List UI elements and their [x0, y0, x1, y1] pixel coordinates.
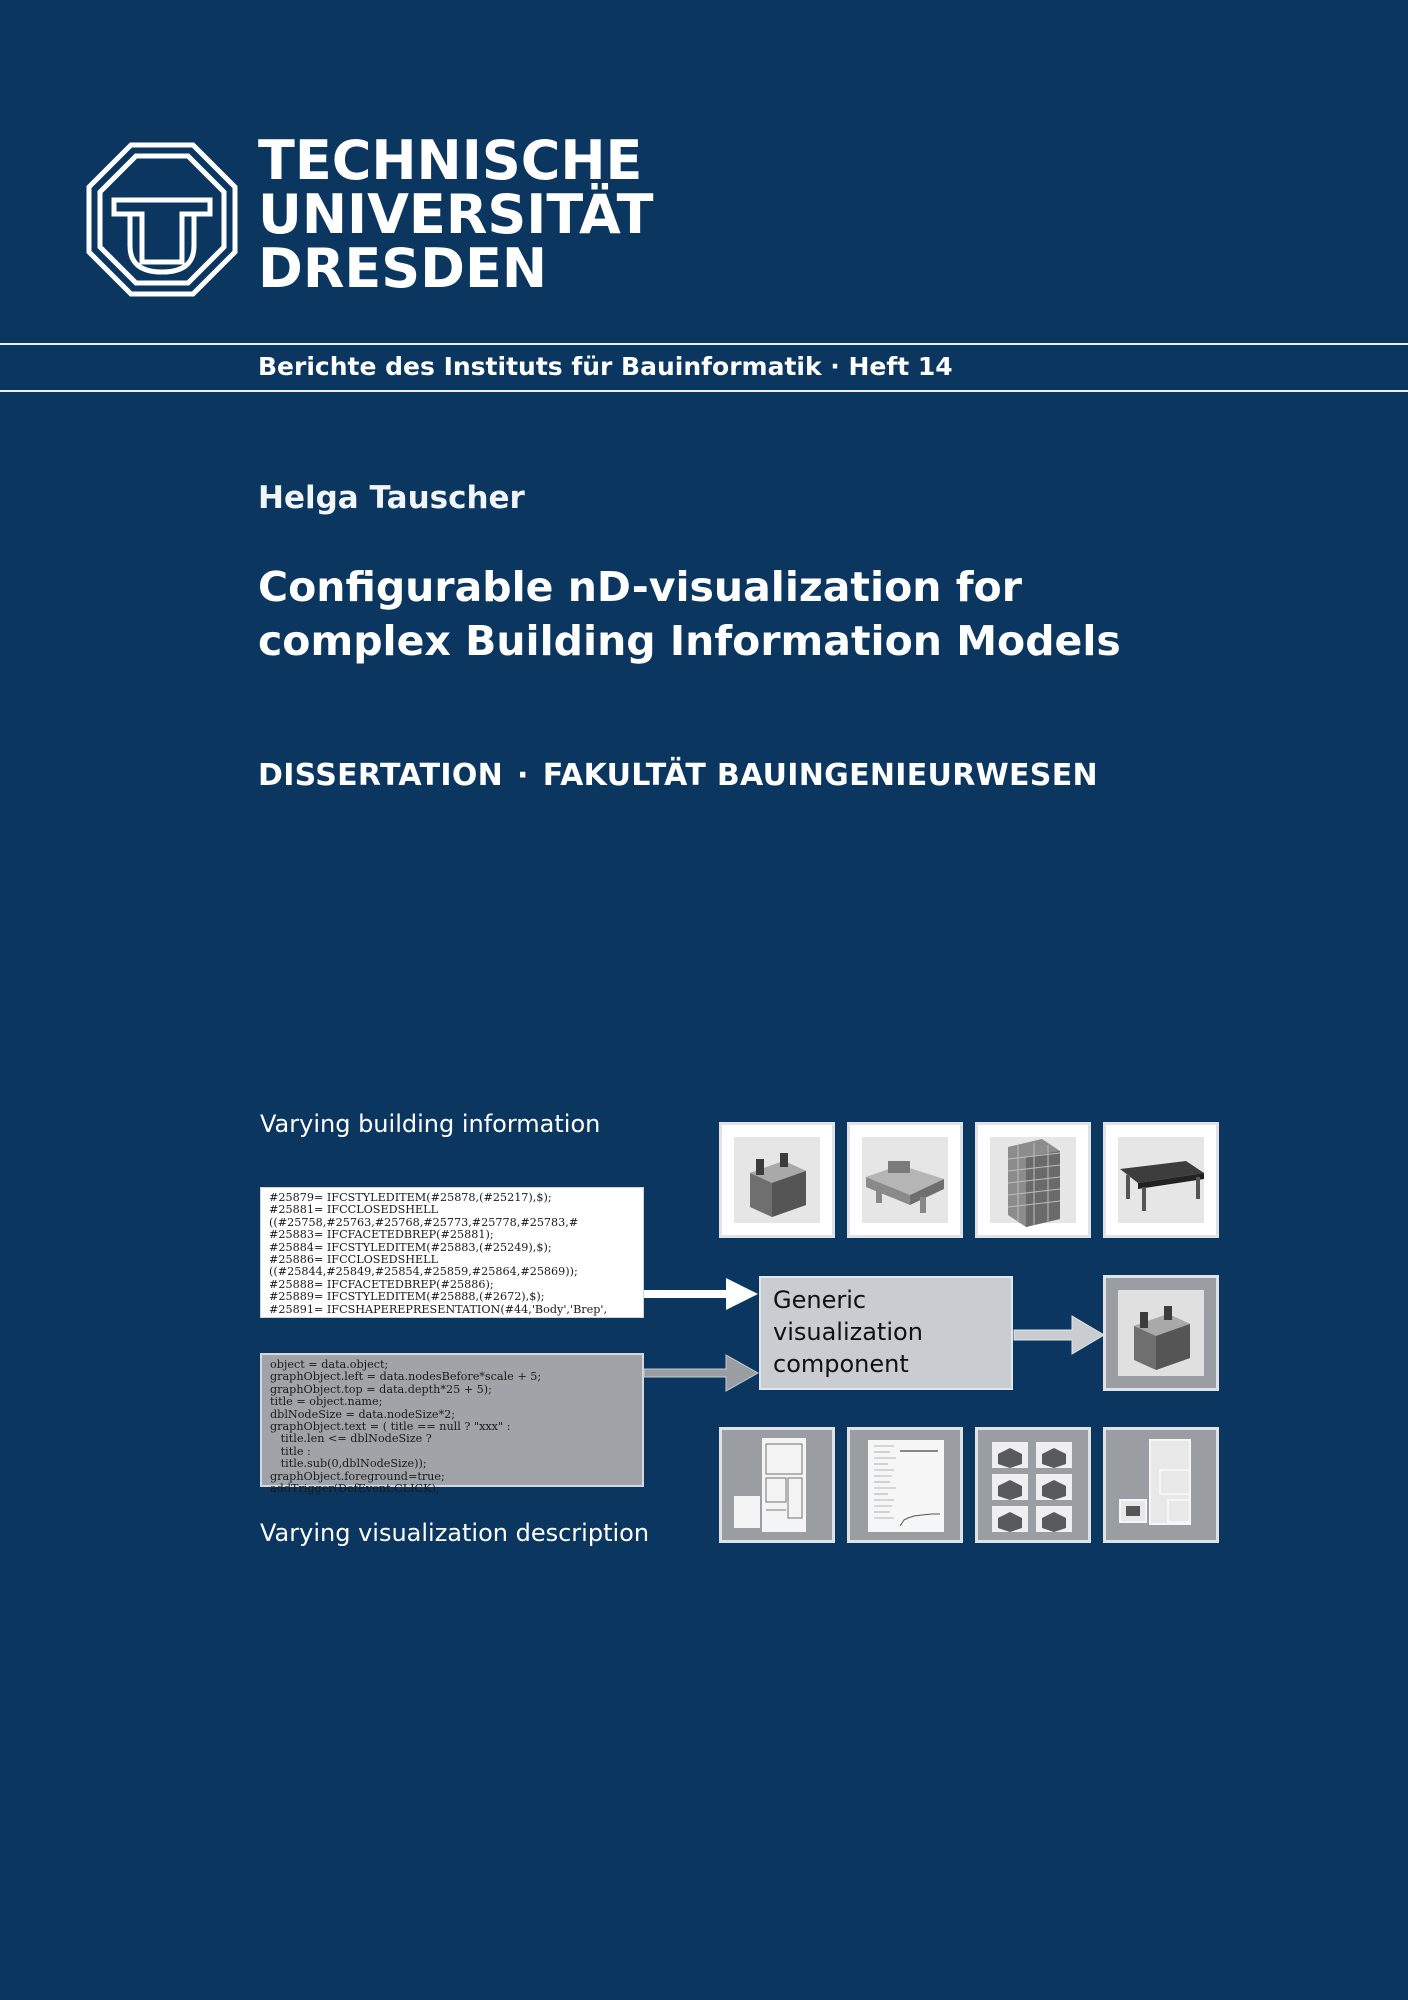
arrow-ifc-to-component [644, 1278, 758, 1310]
series-rule-top [0, 343, 1408, 345]
university-line-1: TECHNISCHE [258, 129, 643, 192]
generic-visualization-component [759, 1276, 1013, 1390]
figure-label-bottom: Varying visualization description [260, 1519, 650, 1547]
series-title: Berichte des Instituts für Bauinformatik · Heft 14 [258, 352, 953, 381]
tu-dresden-logo-icon [86, 142, 238, 297]
thumb-building-model-1 [719, 1122, 835, 1238]
thumb-tree-chart [847, 1427, 963, 1543]
university-line-2: UNIVERSITÄT [258, 183, 654, 246]
subtitle-type: DISSERTATION [258, 758, 504, 793]
university-name [258, 129, 654, 300]
ifc-code-block: #25879= IFCSTYLEDITEM(#25878,(#25217),$); #25881= IFCCLOSEDSHELL ((#25758,#25763,#25768,#25773,#25778,#25783,# #25883= IFCFACETEDBREP(#25881); #25884= IFCSTYLEDITEM(#25883,(#25249),$); #25886= IFCCLOSEDSHELL ((#25844,#25849,#25854,#25859,#25864,#25869)); #25888= IFCFACETEDBREP(#25886); #25889= IFCSTYLEDITEM(#25888,(#2672),$); #25891= IFCSHAPEREPRESENTATION(#44,'Body','Brep', [260, 1187, 644, 1318]
university-line-3: DRESDEN [258, 237, 548, 300]
thumb-building-variants [975, 1427, 1091, 1543]
arrow-component-to-result [1014, 1316, 1104, 1354]
author-name: Helga Tauscher [258, 480, 525, 516]
book-title [258, 560, 1158, 668]
script-code-block: object = data.object; graphObject.left = data.nodesBefore*scale + 5; graphObject.top = data.depth*25 + 5); title = object.name; dblNodeSize = data.nodeSize*2; graphObject.text = ( title == null ? "xxx" : title.len <= dblNodeSize ? title : title.sub(0,dblNodeSize)); graphObject.foreground=true; addTrigger(DefEvent.CLICK); [260, 1353, 644, 1487]
subtitle-separator: · [517, 758, 529, 793]
generic-box-line-2: visualization [773, 1318, 923, 1346]
thumb-building-model-4 [1103, 1122, 1219, 1238]
thumb-room-plan [1103, 1427, 1219, 1543]
generic-box-line-3: component [773, 1350, 909, 1378]
thumb-result-building [1103, 1275, 1219, 1391]
series-rule-bottom [0, 390, 1408, 392]
subtitle-faculty: FAKULTÄT BAUINGENIEURWESEN [542, 758, 1098, 793]
figure-label-top: Varying building information [260, 1110, 601, 1138]
thumb-building-model-2 [847, 1122, 963, 1238]
generic-box-line-1: Generic [773, 1286, 867, 1314]
thumb-floor-plan [719, 1427, 835, 1543]
book-title-line-1: Configurable nD-visualization for [258, 563, 1022, 611]
book-title-line-2: complex Building Information Models [258, 617, 1121, 665]
arrow-script-to-component [644, 1355, 758, 1391]
subtitle [258, 758, 1098, 793]
thumb-building-model-3 [975, 1122, 1091, 1238]
